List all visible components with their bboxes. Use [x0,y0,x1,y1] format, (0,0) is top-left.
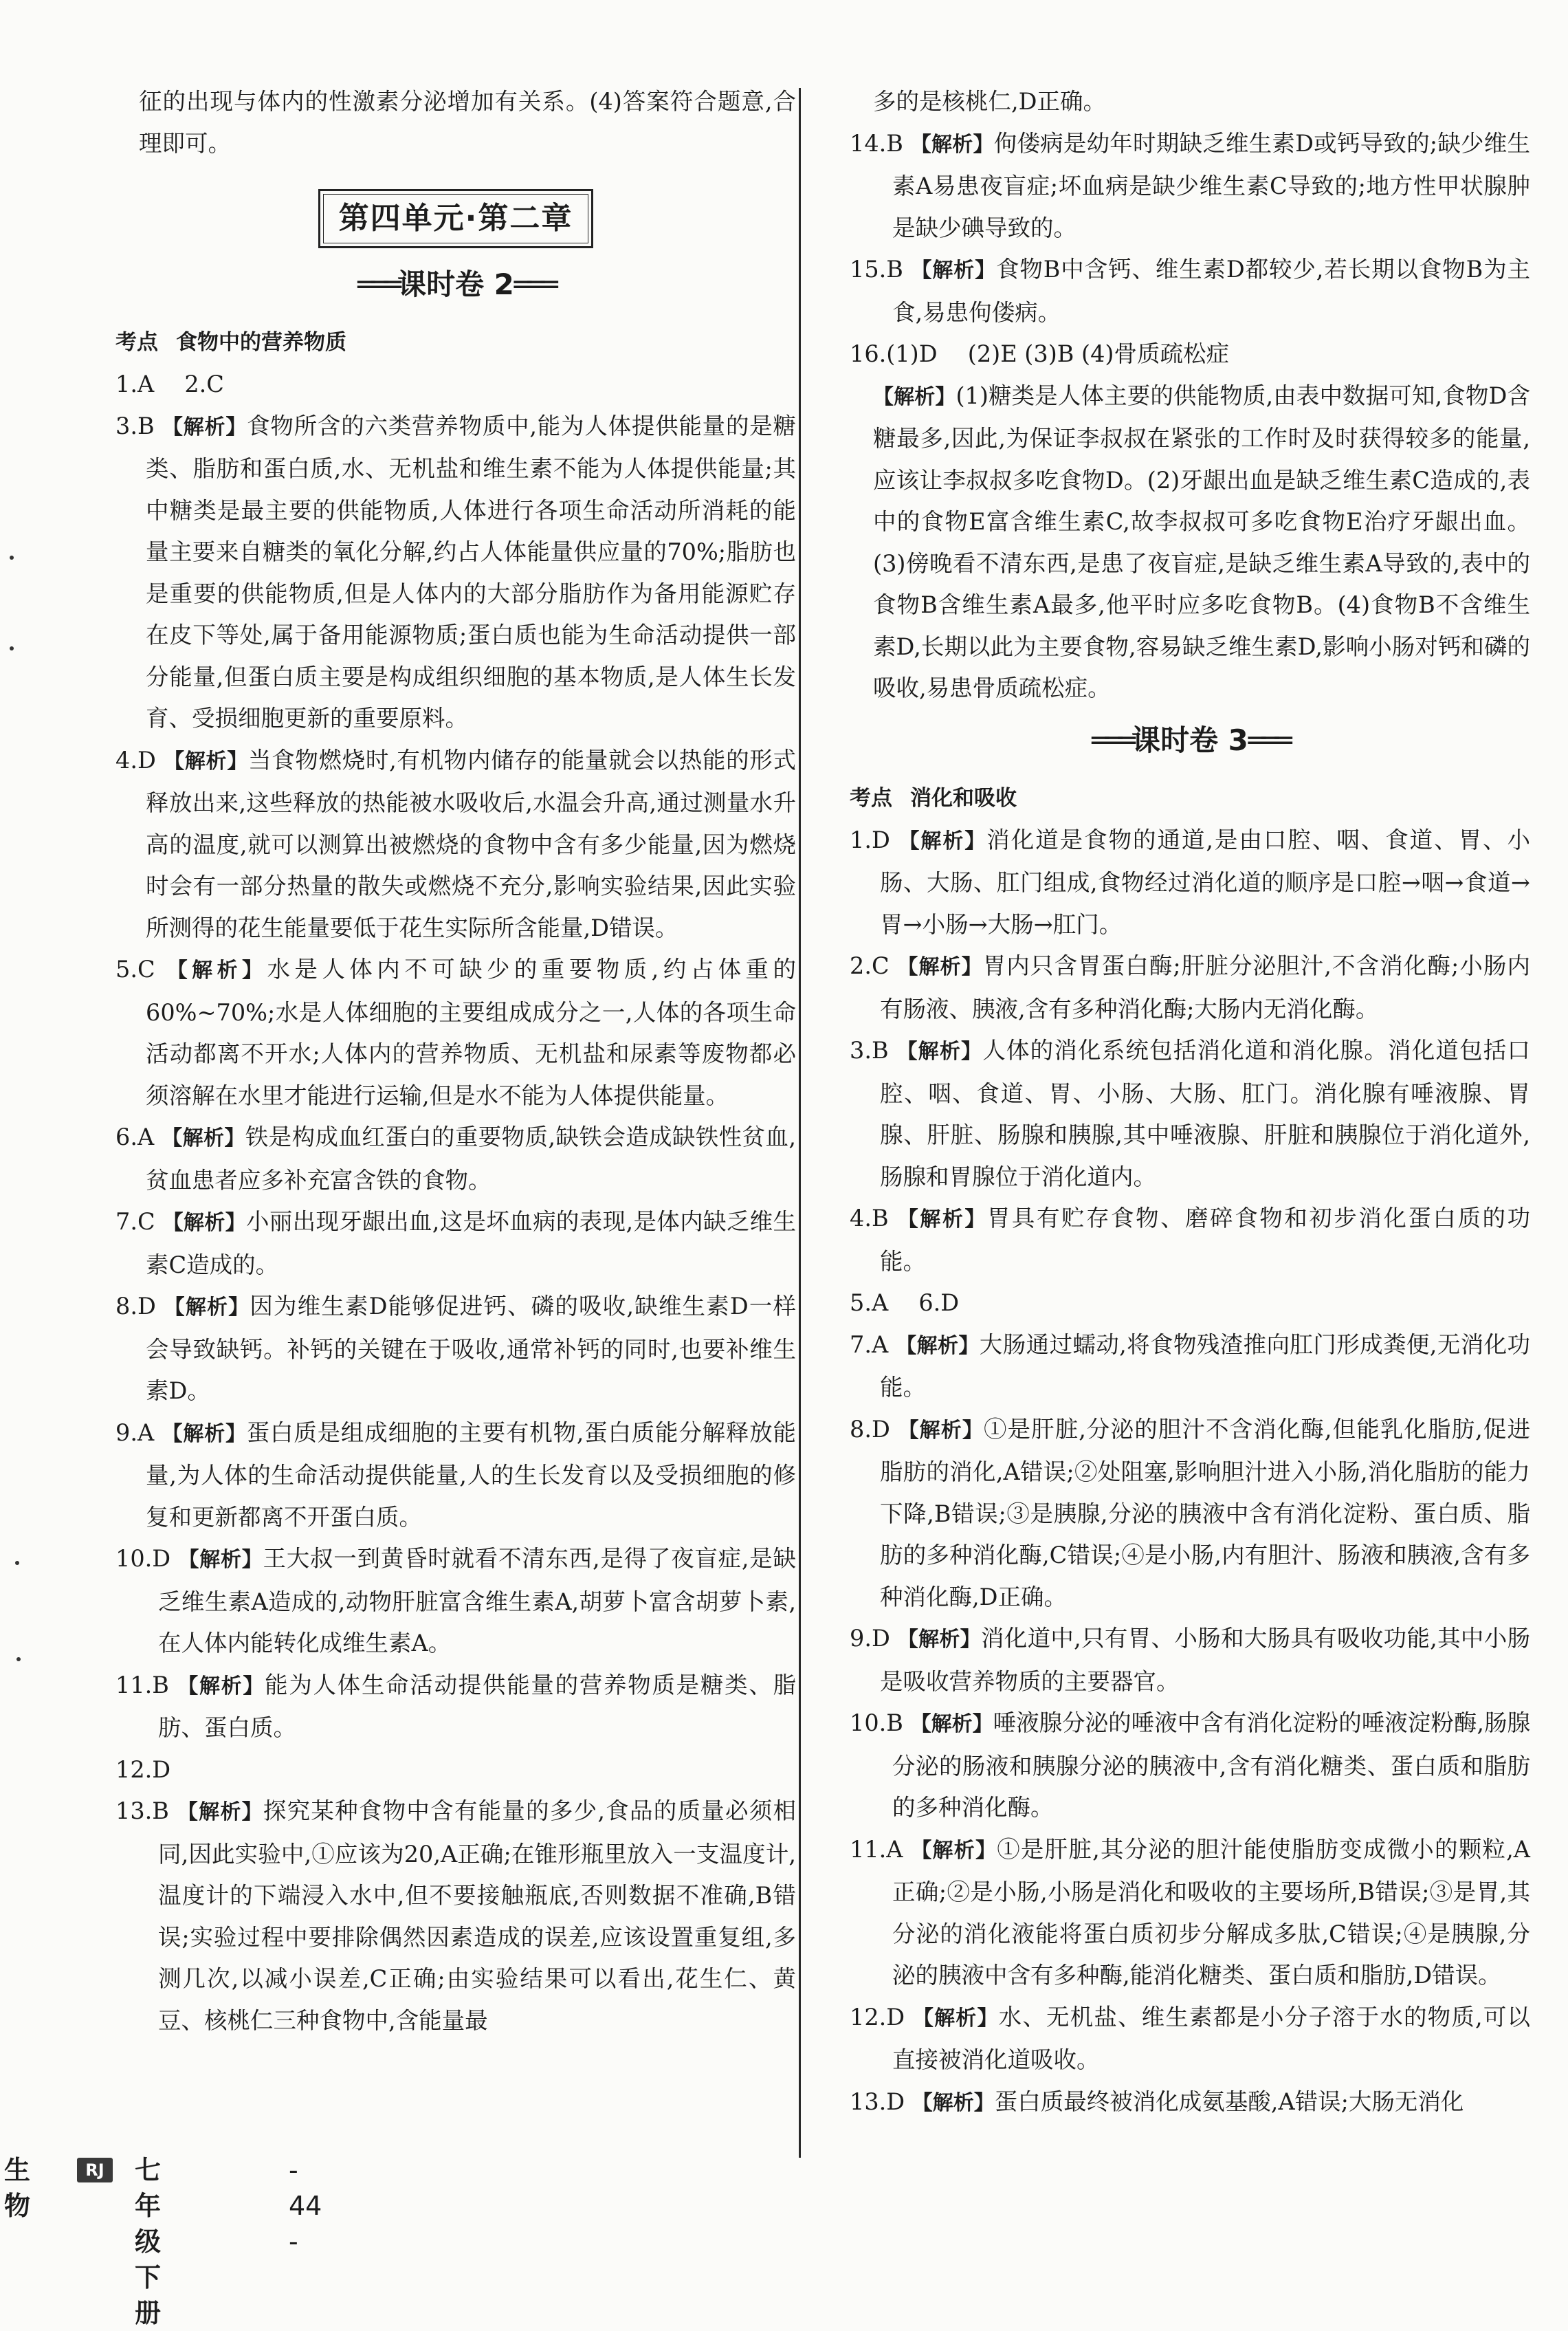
answer-number: 9.D [850,1625,890,1652]
kaodian-text: 食物中的营养物质 [176,330,346,355]
answer-item [850,820,1530,946]
answer-number: 8.D [850,1415,890,1443]
title-bar-right: ═══ [514,267,554,301]
answer-text: 人体的消化系统包括消化道和消化腺。消化道包括口腔、咽、食道、胃、小肠、大肠、肛门。消化腺有唾液腺、胃腺、肝脏、肠腺和胰腺,其中唾液腺、肝脏和胰腺位于消化道外,肠腺和胃腺位于消化道内。 [880,1037,1530,1190]
analysis-tag: 【解析】 [898,829,987,853]
answer-item [115,1412,796,1539]
answer-number: 14.B [850,129,903,157]
answer-item [850,1324,1530,1409]
answer-number: 6.A [115,1124,155,1150]
answer-item [850,1282,1530,1324]
answer-number: 11.A [850,1835,903,1863]
answer-number: 13.D [850,2088,905,2115]
answer-item [115,406,796,740]
answer-item [850,1030,1530,1198]
answer-text: 唾液腺分泌的唾液中含有消化淀粉的唾液淀粉酶,肠腺分泌的肠液和胰腺分泌的胰液中,含有消化糖类、蛋白质和脂肪的多种消化酶。 [892,1709,1531,1821]
analysis-tag: 【解析】 [911,1838,997,1863]
analysis-tag: 【解析】 [164,1295,250,1320]
answer-text: ①是肝脏,其分泌的胆汁能使脂肪变成微小的颗粒,A正确;②是小肠,小肠是消化和吸收的主要场所,B错误;③是胃,其分泌的消化液能将蛋白质初步分解成多肽,C错误;④是胰腺,分泌的胰液中含有多种酶,能消化糖类、蛋白质和脂肪,D错误。 [892,1835,1530,1989]
lesson-title-text: 课时卷 2 [397,267,514,301]
analysis-tag: 【解析】 [162,1211,246,1235]
answer-item [115,1286,796,1412]
subject-label: 生物 [4,2155,31,2221]
answer-number: 7.A [850,1331,889,1358]
answer-text: 消化道中,只有胃、小肠和大肠具有吸收功能,其中小肠是吸收营养物质的主要器官。 [880,1625,1530,1695]
answer-text: 消化道是食物的通道,是由口腔、咽、食道、胃、小肠、大肠、肛门组成,食物经过消化道的顺序是口腔→咽→食道→胃→小肠→大肠→肛门。 [880,826,1530,938]
answer-number: 5.C [115,956,155,983]
analysis-tag: 【解析】 [896,1333,980,1358]
analysis-tag: 【解析】 [911,259,996,283]
scan-dot [10,646,14,650]
answer-item [115,1538,796,1665]
answer-number: 4.B [850,1205,889,1232]
analysis-tag: 【解析】 [177,1674,265,1698]
answer-text: 蛋白质是组成细胞的主要有机物,蛋白质能分解释放能量,为人体的生命活动提供能量,人的生长发育以及受损细胞的修复和更新都离不开蛋白质。 [146,1419,796,1531]
item16-explanation [850,375,1530,710]
analysis-tag: 【解析】 [177,1800,263,1824]
grade-label: 七年级下册 [135,2155,162,2328]
answer-number: 3.B [115,412,155,439]
analysis-tag: 【解析】 [910,1712,993,1736]
continued-text: 多的是核桃仁,D正确。 [873,88,1107,115]
answer-number: 1.A [115,371,155,397]
answer-number: 15.B [850,256,903,283]
answer-text: 能为人体生命活动提供能量的营养物质是糖类、脂肪、蛋白质。 [158,1671,797,1741]
answer-item [115,1791,796,2042]
left-column [115,81,796,2042]
title-bar-left: ═══ [357,267,398,301]
answer-number: 12.D [115,1755,171,1783]
answer-item [115,1201,796,1286]
analysis-tag: 【解析】 [164,749,248,774]
title-bar-left: ═══ [1092,723,1132,757]
answer-text: ①是肝脏,分泌的胆汁不含消化酶,但能乳化脂肪,促进脂肪的消化,A错误;②处阻塞,影响胆汁进入小肠,消化脂肪的能力下降,B错误;③是胰腺,分泌的胰液中含有消化淀粉、蛋白质、脂肪的多种消化酶,C错误;④是小肠,内有胆汁、肠液和胰液,含有多种消化酶,D正确。 [880,1415,1531,1610]
analysis-tag: 【解析】 [912,2090,995,2115]
answer-item [115,1749,796,1791]
analysis-tag: 【解析】 [912,2006,999,2031]
answer-item [850,1829,1530,1997]
answer-item [850,945,1530,1030]
answer-number: 10.D [115,1545,171,1572]
answer-number: 7.C [115,1208,155,1235]
answer-text: 因为维生素D能够促进钙、磷的吸收,缺维生素D一样会导致缺钙。补钙的关键在于吸收,通常补钙的同时,也要补维生素D。 [146,1293,797,1404]
analysis-tag: 【解析】 [162,415,247,439]
answer-number: 2.C [850,952,890,979]
analysis-tag: 【解析】 [910,132,994,157]
answer-text: 胃具有贮存食物、磨碎食物和初步消化蛋白质的功能。 [880,1205,1531,1275]
answer-text: (2)E (3)B (4)骨质疏松症 [967,340,1229,367]
answer-text: 6.D [918,1289,960,1316]
unit-title-box [318,189,594,248]
scan-dot [16,1657,21,1661]
intro-paragraph: 征的出现与体内的性激素分泌增加有关系。(4)答案符合题意,合理即可。 [139,88,796,157]
answer-text: 蛋白质最终被消化成氨基酸,A错误;大肠无消化 [994,2088,1464,2115]
scan-dot [10,556,14,560]
answer-number: 5.A [850,1289,889,1316]
answer-text: 铁是构成血红蛋白的重要物质,缺铁会造成缺铁性贫血,贫血患者应多补充富含铁的食物。 [146,1124,797,1194]
answer-item [115,1117,796,1201]
answer-text: 王大叔一到黄昏时就看不清东西,是得了夜盲症,是缺乏维生素A造成的,动物肝脏富含维生素A,胡萝卜富含胡萝卜素,在人体内能转化成维生素A。 [158,1545,797,1656]
answer-item [850,333,1530,375]
answer-number: 8.D [115,1293,156,1320]
analysis-tag: 【解析】 [873,384,956,409]
answer-item [115,949,796,1117]
analysis-tag: 【解析】 [178,1548,263,1572]
answer-number: 1.D [850,826,890,853]
answer-list-right-b [850,820,1530,2125]
right-column [850,81,1530,2124]
lesson-title-2 [115,263,796,306]
kaodian-heading [850,777,1530,820]
answer-item [850,249,1530,333]
analysis-tag: 【解析】 [898,1418,984,1443]
unit-title: 第四单元·第二章 [323,194,589,243]
item16-text: (1)糖类是人体主要的供能物质,由表中数据可知,食物D含糖最多,因此,为保证李叔叔在紧张的工作时及时获得较多的能量,应该让李叔叔多吃食物D。(2)牙龈出血是缺乏维生素C造成的,表中的食物E富含维生素C,故李叔叔可多吃食物E治疗牙龈出血。(3)傍晚看不清东西,是患了夜盲症,是缺乏维生素A导致的,表中的食物B含维生素A最多,他平时应多吃食物B。(4)食物B不含维生素D,长期以此为主要食物,容易缺乏维生素D,影响小肠对钙和磷的吸收,易患骨质疏松症。 [873,382,1530,701]
answer-item [115,1665,796,1749]
answer-text: 当食物燃烧时,有机物内储存的能量就会以热能的形式释放出来,这些释放的热能被水吸收后,水温会升高,通过测量水升高的温度,就可以测算出被燃烧的食物中含有多少能量,因为燃烧时会有一部分热量的散失或燃烧不充分,影响实验结果,因此实验所测得的花生能量要低于花生实际所含能量,D错误。 [146,746,796,941]
analysis-tag: 【解析】 [897,1207,987,1232]
kaodian-label: 考点 [850,785,892,811]
column-divider [799,88,801,2158]
answer-text: 2.C [184,371,224,397]
answer-item [850,123,1530,250]
answer-text: 大肠通过蠕动,将食物残渣推向肛门形成粪便,无消化功能。 [880,1331,1531,1401]
answer-text: 食物B中含钙、维生素D都较少,若长期以食物B为主食,易患佝偻病。 [892,256,1530,326]
answer-item [850,1409,1530,1619]
lesson-title-text: 课时卷 3 [1131,723,1248,757]
answer-item [850,1997,1530,2081]
answer-item [850,1198,1530,1282]
answer-text: 探究某种食物中含有能量的多少,食品的质量必须相同,因此实验中,①应该为20,A正确;在锥形瓶里放入一支温度计,温度计的下端浸入水中,但不要接触瓶底,否则数据不准确,B错误;实验过程中要排除偶然因素造成的误差,应该设置重复组,多测几次,以减小误差,C正确;由实验结果可以看出,花生仁、黄豆、核桃仁三种食物中,含能量最 [158,1797,797,2034]
answer-item [115,740,796,950]
unit-heading [115,189,796,248]
page-number: - 44 - [289,2155,322,2257]
answer-number: 13.B [115,1797,169,1824]
analysis-tag: 【解析】 [166,959,267,983]
answer-text: 水、无机盐、维生素都是小分子溶于水的物质,可以直接被消化道吸收。 [892,2003,1531,2073]
scan-dot [15,1561,19,1565]
answer-number: 9.A [115,1419,155,1446]
answer-list-right-a [850,123,1530,375]
answer-number: 4.D [115,746,156,774]
analysis-tag: 【解析】 [897,1628,981,1652]
analysis-tag: 【解析】 [162,1421,247,1446]
kaodian-heading [115,321,796,364]
analysis-tag: 【解析】 [897,955,983,979]
kaodian-label: 考点 [115,330,158,355]
answer-item [850,1618,1530,1703]
answer-item [850,1703,1530,1829]
lesson-title-3 [850,719,1530,762]
analysis-tag: 【解析】 [162,1126,245,1150]
answer-number: 3.B [850,1037,889,1064]
analysis-tag: 【解析】 [896,1040,983,1064]
title-bar-right: ═══ [1248,723,1288,757]
answer-item [850,2081,1530,2125]
answer-text: 食物所含的六类营养物质中,能为人体提供能量的是糖类、脂肪和蛋白质,水、无机盐和维生素不能为人体提供能量;其中糖类是最主要的供能物质,人体进行各项生命活动所消耗的能量主要来自糖类的氧化分解,约占人体能量供应量的70%;脂肪也是重要的供能物质,但是人体内的大部分脂肪作为备用能源贮存在皮下等处,属于备用能源物质;蛋白质也能为生命活动提供一部分能量,但蛋白质主要是构成组织细胞的基本物质,是人体生长发育、受损细胞更新的重要原料。 [146,412,796,732]
answer-text: 胃内只含胃蛋白酶;肝脏分泌胆汁,不含消化酶;小肠内有肠液、胰液,含有多种消化酶;大肠内无消化酶。 [880,952,1531,1022]
answer-number: 12.D [850,2003,905,2031]
answer-text: 佝偻病是幼年时期缺乏维生素D或钙导致的;缺少维生素A易患夜盲症;坏血病是缺少维生素C导致的;地方性甲状腺肿是缺少碘导致的。 [892,129,1530,241]
kaodian-text: 消化和吸收 [910,785,1017,811]
answer-number: 11.B [115,1671,169,1698]
answer-text: 小丽出现牙龈出血,这是坏血病的表现,是体内缺乏维生素C造成的。 [146,1208,797,1278]
answer-text: 水是人体内不可缺少的重要物质,约占体重的60%~70%;水是人体细胞的主要组成成分之一,人体的各项生命活动都离不开水;人体内的营养物质、无机盐和尿素等废物都必须溶解在水里才能进行运输,但是水不能为人体提供能量。 [146,956,796,1109]
answer-list-left [115,364,796,2042]
answer-number: 10.B [850,1709,903,1736]
edition-badge: RJ [77,2158,113,2182]
answer-number: 16.(1)D [850,340,938,367]
answer-item [115,364,796,406]
